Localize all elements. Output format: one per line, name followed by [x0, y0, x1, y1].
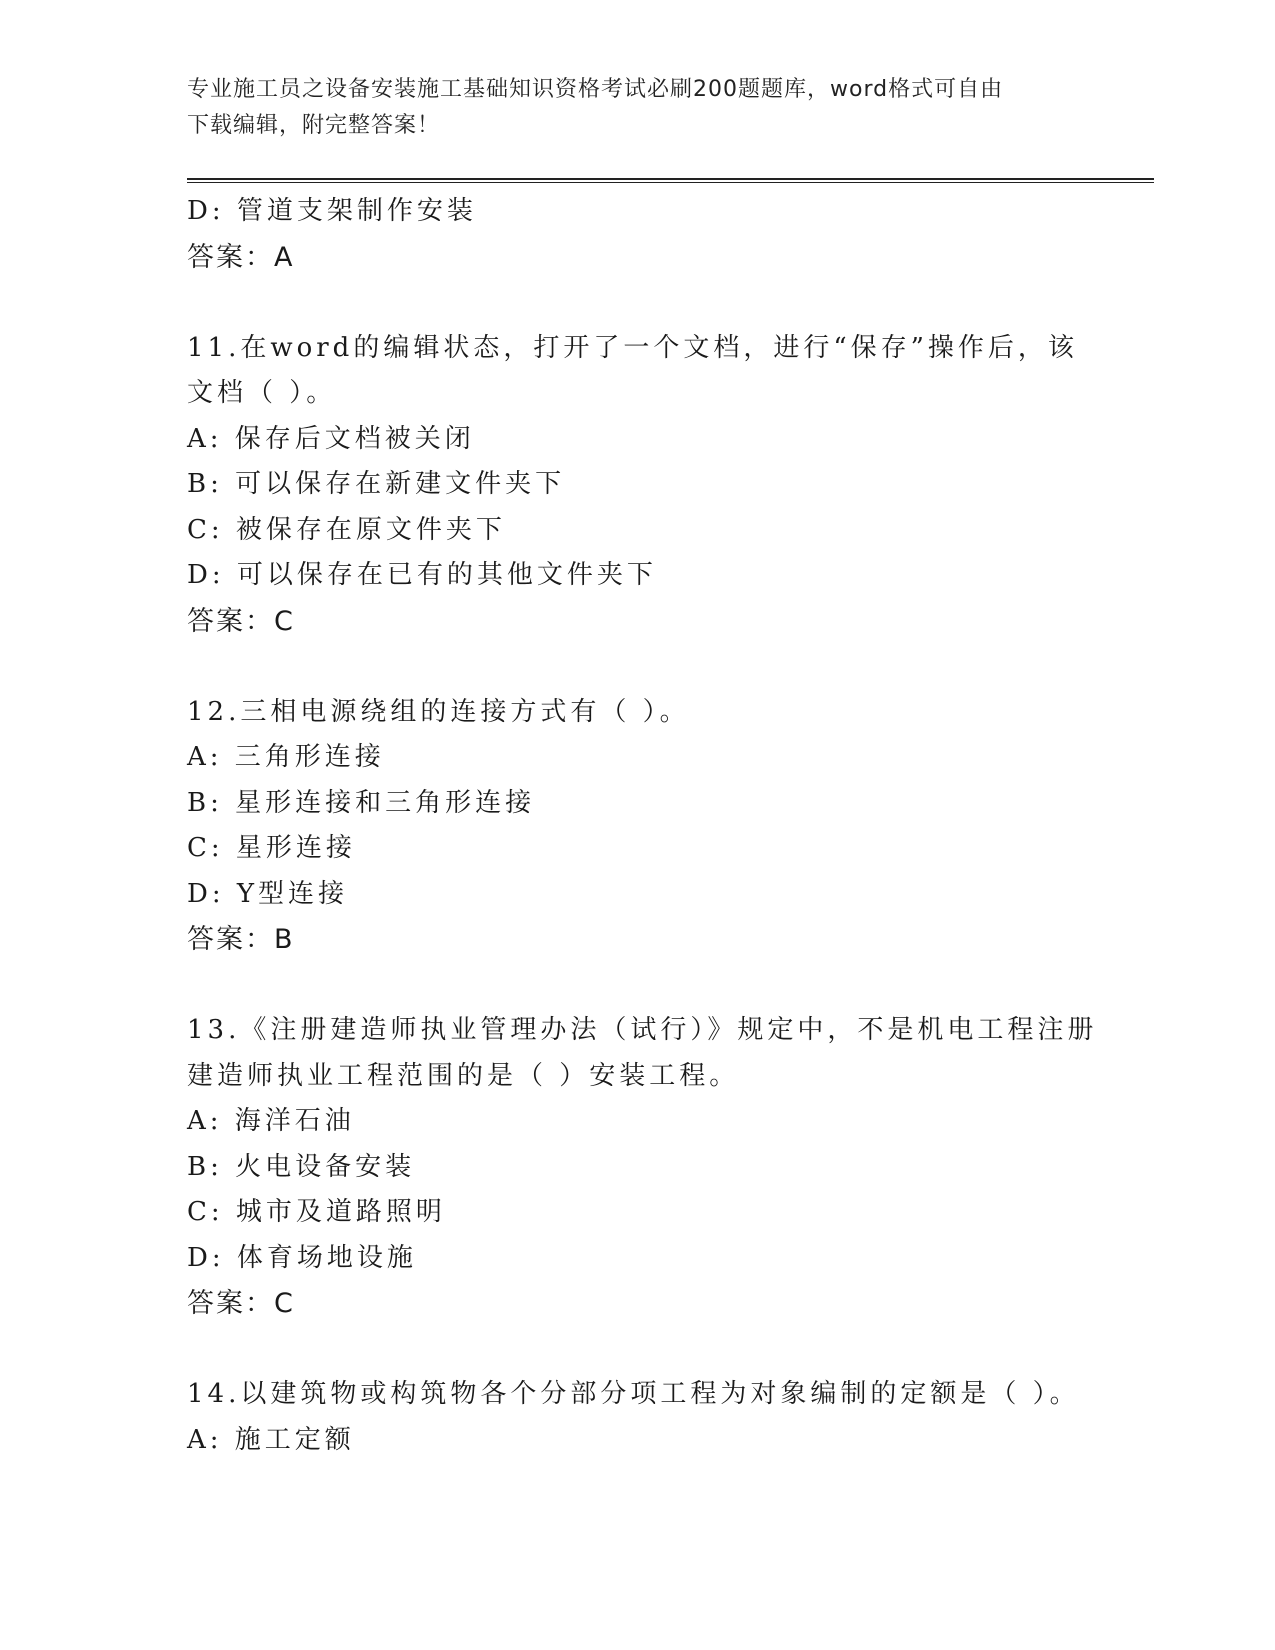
- answer-line: 答案：C: [187, 605, 295, 637]
- option-d: D: Y型连接: [187, 878, 349, 909]
- spacer: [187, 280, 1087, 326]
- option-b: B: 可以保存在新建文件夹下: [187, 469, 566, 499]
- option-b: B: 星形连接和三角形连接: [187, 787, 536, 818]
- answer-line: 答案：A: [187, 241, 295, 273]
- header-rule-thick: [187, 178, 1154, 180]
- option-d: D: 体育场地设施: [187, 1242, 417, 1273]
- question-stem: 11.在word的编辑状态，打开了一个文档，进行“保存”操作后，该: [187, 332, 1078, 363]
- option-d: D: 可以保存在已有的其他文件夹下: [187, 560, 657, 590]
- option-c: C: 城市及道路照明: [187, 1197, 446, 1227]
- header-line-1: 专业施工员之设备安装施工基础知识资格考试必刷200题题库，word格式可自由: [187, 77, 1004, 102]
- spacer: [187, 963, 1087, 1009]
- header-rule-thin: [187, 182, 1154, 183]
- question-stem: 14.以建筑物或构筑物各个分部分项工程为对象编制的定额是（ ）。: [187, 1379, 1080, 1409]
- question-stem: 13.《注册建造师执业管理办法（试行）》规定中，不是机电工程注册: [187, 1015, 1098, 1045]
- header-line-2: 下载编辑，附完整答案！: [187, 113, 441, 138]
- answer-line: 答案：C: [187, 1288, 295, 1319]
- option-a: A: 海洋石油: [187, 1106, 355, 1136]
- answer-line: 答案：B: [187, 924, 295, 955]
- question-stem: 建造师执业工程范围的是（ ）安装工程。: [187, 1060, 740, 1091]
- spacer: [187, 1327, 1087, 1373]
- option-a: A: 施工定额: [187, 1424, 355, 1455]
- option-a: A: 三角形连接: [187, 742, 385, 772]
- option-c: C: 星形连接: [187, 833, 356, 863]
- question-stem: 文档（ ）。: [187, 378, 337, 408]
- option-d: D: 管道支架制作安装: [187, 196, 477, 226]
- option-b: B: 火电设备安装: [187, 1151, 416, 1182]
- question-stem: 12.三相电源绕组的连接方式有（ ）。: [187, 696, 690, 727]
- document-header: [187, 72, 1087, 144]
- option-c: C: 被保存在原文件夹下: [187, 514, 506, 545]
- question-list: [187, 189, 1098, 1463]
- option-a: A: 保存后文档被关闭: [187, 423, 475, 454]
- spacer: [187, 644, 1087, 690]
